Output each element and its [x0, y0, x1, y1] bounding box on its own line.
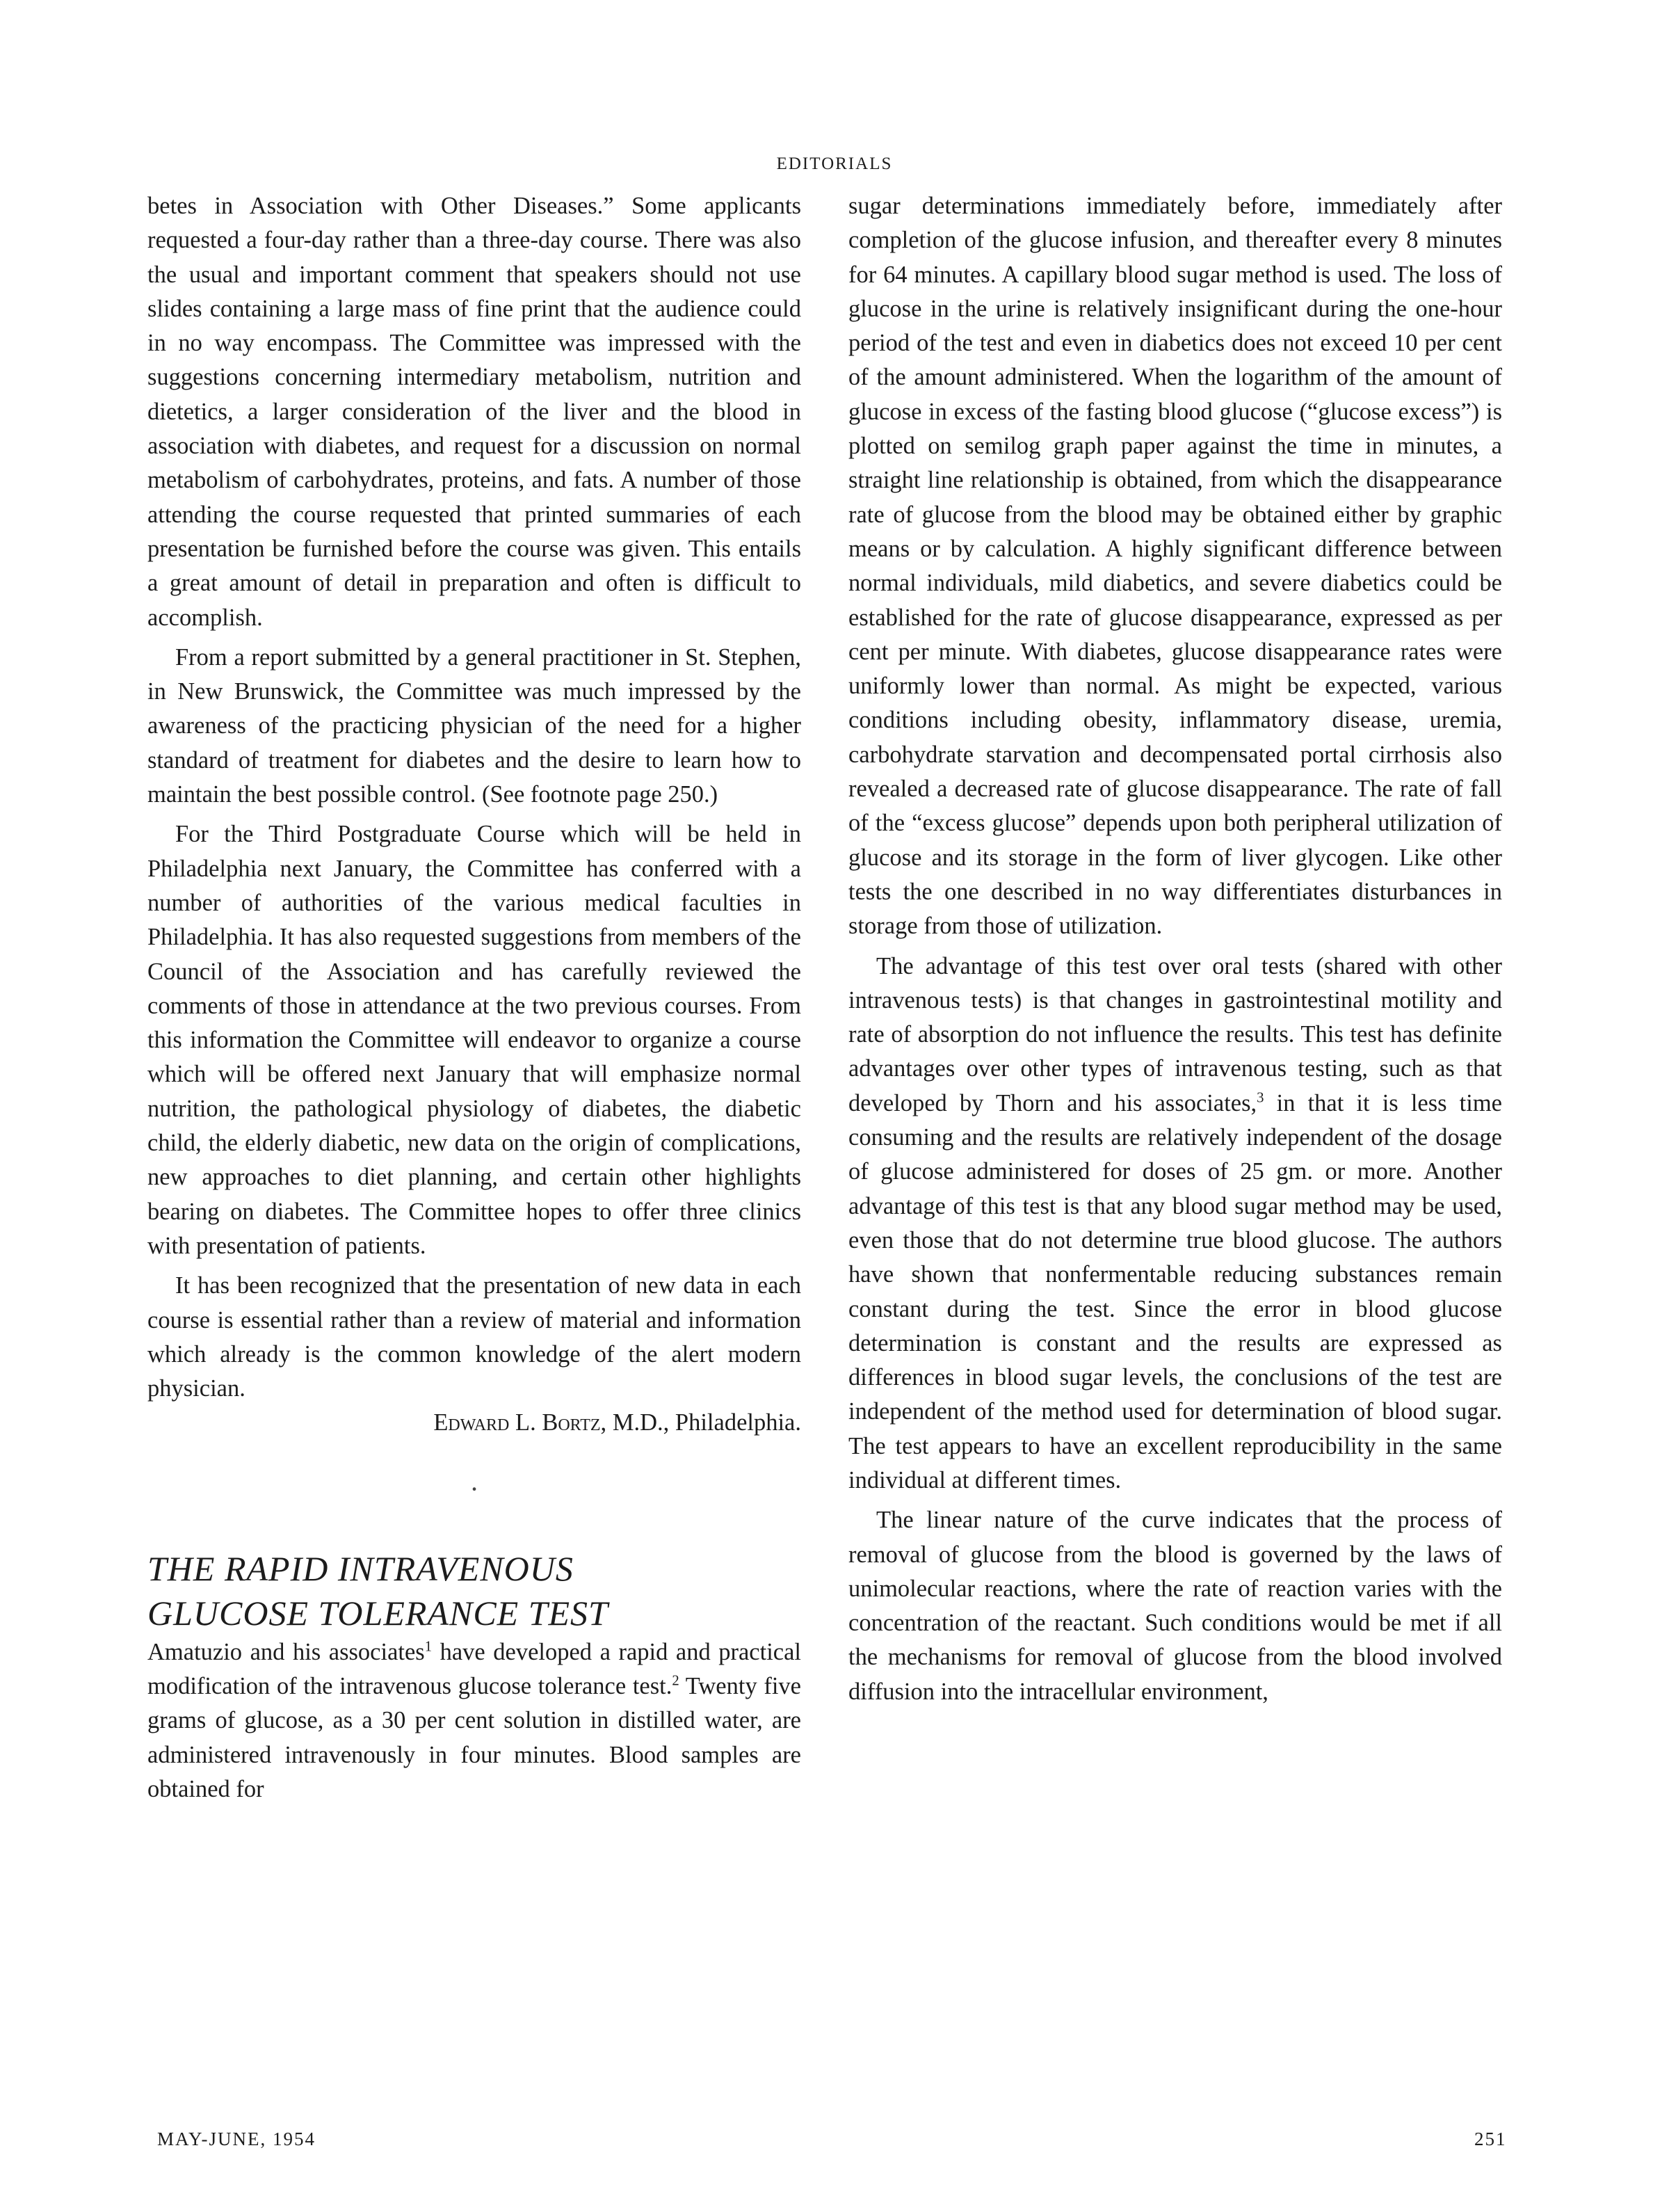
right-paragraph-1: sugar determinations immediately before, immediately after completion of the glucose infusion, and thereafter every 8 minutes for 64 minutes. A capillary blood sugar method is used. The loss of glucose in the urine is relatively insignificant during the one-hour period of the test and even in diabetics does not exceed 10 per cent of the amount administered. When the logarithm of the amount of glucose in excess of the fasting blood glucose (“glucose excess”) is plotted on semilog graph paper against the time in minutes, a straight line relationship is obtained, from which the disappearance rate of glucose from the blood may be obtained either by graphic means or by calculation. A highly significant difference between normal individuals, mild diabetics, and severe diabetics could be established for the rate of glucose disappearance, expressed as per cent per minute. With diabetes, glucose disappearance rates were uniformly lower than normal. As might be expected, various conditions including obesity, inflammatory disease, uremia, carbohydrate starvation and decompensated portal cirrhosis also revealed a decreased rate of glucose disappearance. The rate of fall of the “excess glucose” depends upon both peripheral utilization of glucose and its storage in the form of liver glycogen. Like other tests the one described in no way differentiates disturbances in storage from those of utilization. [848, 193, 1502, 940]
reference-3: 3 [1257, 1090, 1264, 1106]
section-separator: · [469, 1473, 479, 1505]
article-text: Twenty five grams of glucose, as a 30 per cent solution in distilled water, are administered intravenously in four minutes. Blood samples are obtained for [147, 1672, 801, 1802]
footer-page-number: 251 [1474, 2129, 1507, 2149]
article-title-line-1: THE RAPID INTRAVENOUS [147, 1548, 574, 1588]
right-paragraph-3: The linear nature of the curve indicates that the process of removal of glucose from the blood is governed by the laws of unimolecular reactions, where the rate of reaction varies with the concentration of the reactant. Such conditions would be met if all the mechanisms for removal of glucose from the blood involved diffusion into the intracellular environment, [848, 1507, 1502, 1705]
article-title [147, 1546, 801, 1635]
editorial-signature [147, 1406, 801, 1440]
article-text: Amatuzio and his associates [147, 1638, 425, 1665]
right-column [848, 189, 1502, 1709]
article-paragraph-1 [147, 1635, 801, 1806]
left-paragraph-4: It has been recognized that the presentation of new data in each course is essential rather than a review of material and information which already is the common knowledge of the alert modern physician. [147, 1272, 801, 1402]
left-paragraph-2: From a report submitted by a general practitioner in St. Stephen, in New Brunswick, the Committee was much impressed by the awareness of the practicing physician of the need for a higher standard of treatment for diabetes and the desire to learn how to maintain the best possible control. (See footnote page 250.) [147, 643, 801, 808]
reference-1: 1 [424, 1639, 433, 1655]
left-paragraph-1: betes in Association with Other Diseases.” Some applicants requested a four-day rather than a three-day course. There was also the usual and important comment that speakers should not use slides containing a large mass of fine print that the audience could in no way encompass. The Committee was impressed with the suggestions concerning intermediary metabolism, nutrition and dietetics, a larger consideration of the liver and the blood in association with diabetes, and request for a discussion on normal metabolism of carbohydrates, proteins, and fats. A number of those attending the course requested that printed summaries of each presentation be furnished before the course was given. This entails a great amount of detail in preparation and often is difficult to accomplish. [147, 193, 801, 631]
article-text: in that it is less time consuming and the results are relatively independent of the dosage of glucose administered for doses of 25 gm. or more. Another advantage of this test is that any blood sugar method may be used, even those that do not determine true blood glucose. The authors have shown that nonfermentable reducing substances remain constant during the test. Since the error in blood glucose determination is constant and the results are expressed as differences in blood sugar levels, the conclusions of the test are independent of the method used for determination of blood sugar. The test appears to have an excellent reproducibility in the same individual at different times. [848, 1089, 1502, 1493]
article-title-line-2: GLUCOSE TOLERANCE TEST [147, 1593, 608, 1633]
signature-name: Edward L. Bortz, [433, 1409, 607, 1436]
footer-issue-date: MAY-JUNE, 1954 [157, 2129, 316, 2149]
left-column [147, 189, 801, 1806]
article-text: The advantage of this test over oral tests (shared with other intravenous tests) is that changes in gastrointestinal motility and rate of absorption do not influence the results. This test has definite advantages over other types of intravenous testing, such as that developed by Thorn and his associates, [848, 952, 1502, 1116]
left-paragraph-3: For the Third Postgraduate Course which will be held in Philadelphia next January, the Committee has conferred with a number of authorities of the various medical faculties in Philadelphia. It has also requested suggestions from members of the Council of the Association and has carefully reviewed the comments of those in attendance at the two previous courses. From this information the Committee will endeavor to organize a course which will be offered next January that will emphasize normal nutrition, the pathological physiology of diabetes, the diabetic child, the elderly diabetic, new data on the origin of complications, new approaches to diet planning, and certain other highlights bearing on diabetes. The Committee hopes to offer three clinics with presentation of patients. [147, 821, 801, 1259]
running-head: EDITORIALS [776, 154, 893, 173]
signature-affiliation: M.D., Philadelphia. [606, 1409, 801, 1436]
article-text: have developed a rapid and practical modification of the intravenous glucose tolerance test. [147, 1638, 801, 1699]
right-paragraph-2 [848, 949, 1502, 1498]
reference-2: 2 [672, 1673, 679, 1689]
